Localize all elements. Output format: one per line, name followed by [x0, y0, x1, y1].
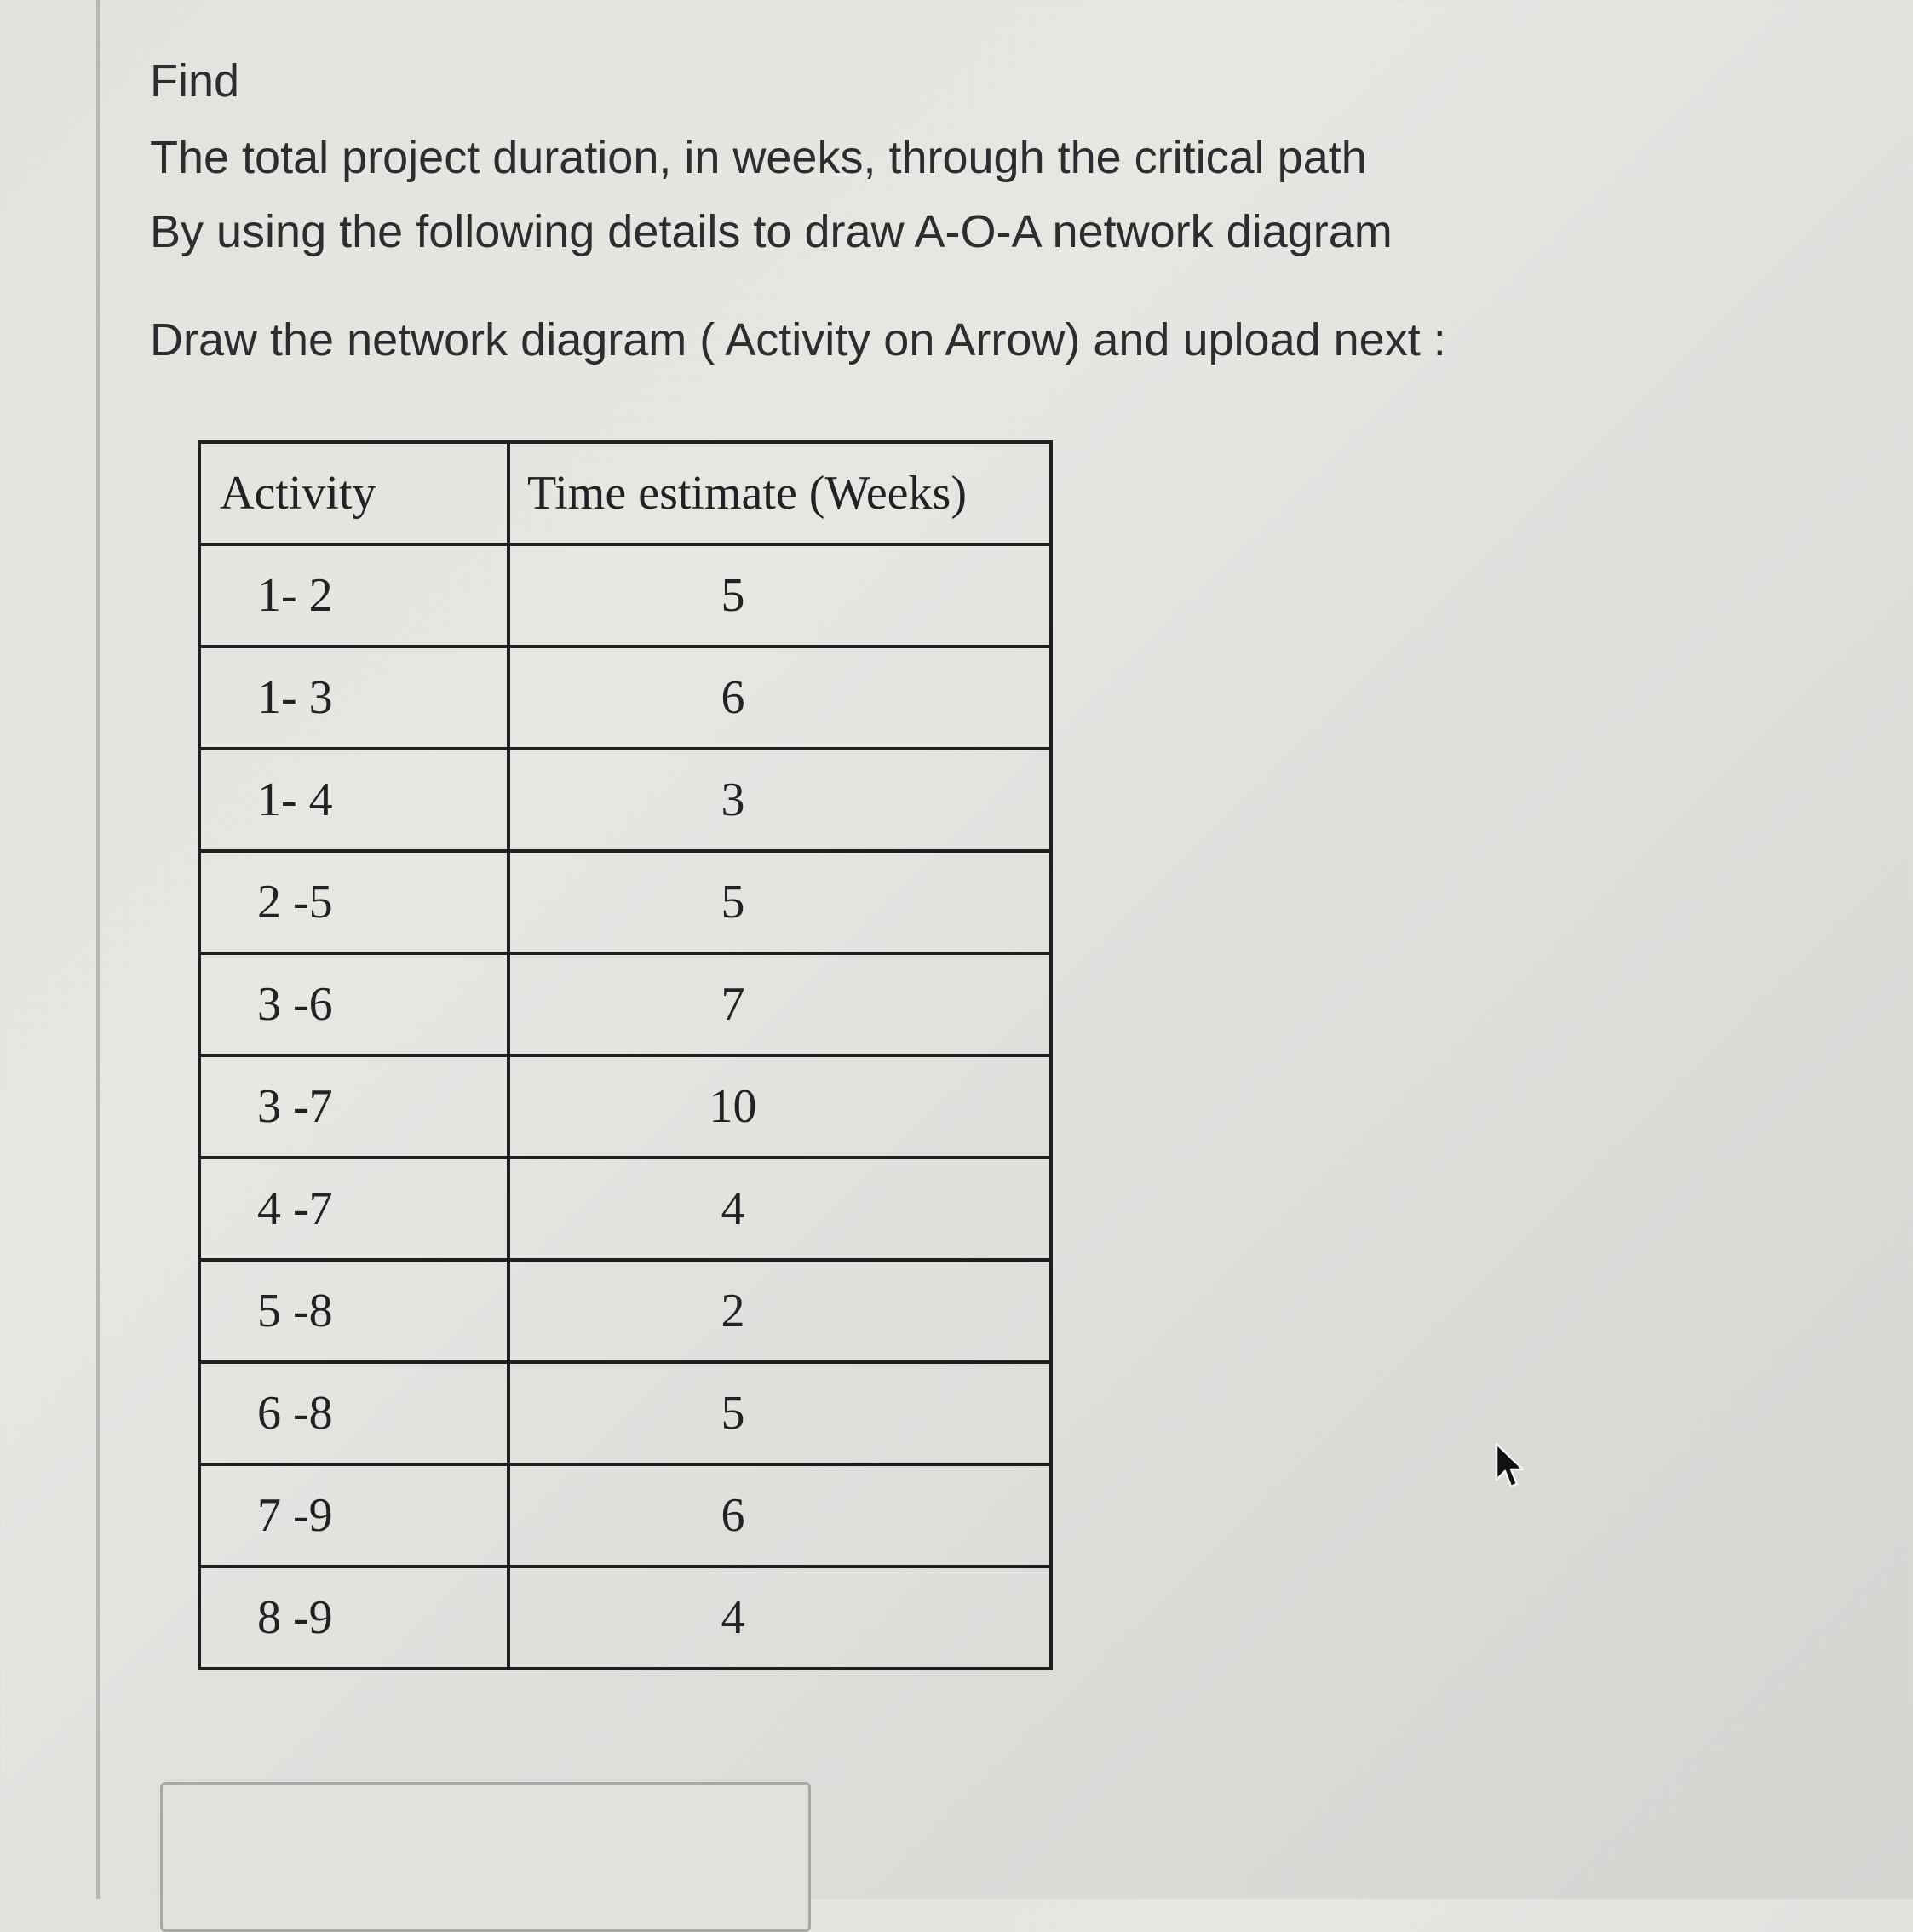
table-row: [199, 1158, 1051, 1260]
activity-cell: 2 -5: [199, 851, 508, 953]
question-draw-instruction: Draw the network diagram ( Activity on Arrow) and upload next :: [150, 314, 1446, 365]
time-cell: 4: [508, 1567, 1051, 1669]
activity-cell: 3 -7: [199, 1055, 508, 1158]
activity-cell: 1- 4: [199, 749, 508, 851]
time-cell: 5: [508, 851, 1051, 953]
time-cell: 5: [508, 544, 1051, 647]
time-cell: 4: [508, 1158, 1051, 1260]
header-activity: Activity: [199, 442, 508, 544]
table-row: [199, 544, 1051, 647]
time-cell: 6: [508, 1464, 1051, 1567]
activity-cell: 8 -9: [199, 1567, 508, 1669]
activity-cell: 7 -9: [199, 1464, 508, 1567]
time-cell: 3: [508, 749, 1051, 851]
table-row: [199, 749, 1051, 851]
activity-cell: 1- 2: [199, 544, 508, 647]
activity-cell: 3 -6: [199, 953, 508, 1055]
activity-cell: 4 -7: [199, 1158, 508, 1260]
table-row: [199, 1260, 1051, 1362]
table-row: [199, 1464, 1051, 1567]
time-cell: 10: [508, 1055, 1051, 1158]
table-header-row: [199, 442, 1051, 544]
table-row: [199, 851, 1051, 953]
table-row: [199, 647, 1051, 749]
time-cell: 2: [508, 1260, 1051, 1362]
question-using-text: By using the following details to draw A-O-A network diagram: [150, 206, 1393, 257]
table-row: [199, 953, 1051, 1055]
activity-cell: 5 -8: [199, 1260, 508, 1362]
table-row: [199, 1362, 1051, 1464]
table-row: [199, 1055, 1051, 1158]
question-find-label: Find: [150, 55, 240, 106]
activity-cell: 6 -8: [199, 1362, 508, 1464]
content-left-border: [96, 0, 100, 1899]
activity-time-table: [198, 440, 1053, 1670]
answer-input-box[interactable]: [160, 1782, 811, 1932]
time-cell: 6: [508, 647, 1051, 749]
table-row: [199, 1567, 1051, 1669]
time-cell: 5: [508, 1362, 1051, 1464]
header-time-estimate: Time estimate (Weeks): [508, 442, 1051, 544]
activity-cell: 1- 3: [199, 647, 508, 749]
question-duration-text: The total project duration, in weeks, through the critical path: [150, 132, 1367, 183]
mouse-pointer-icon: [1494, 1442, 1528, 1490]
time-cell: 7: [508, 953, 1051, 1055]
